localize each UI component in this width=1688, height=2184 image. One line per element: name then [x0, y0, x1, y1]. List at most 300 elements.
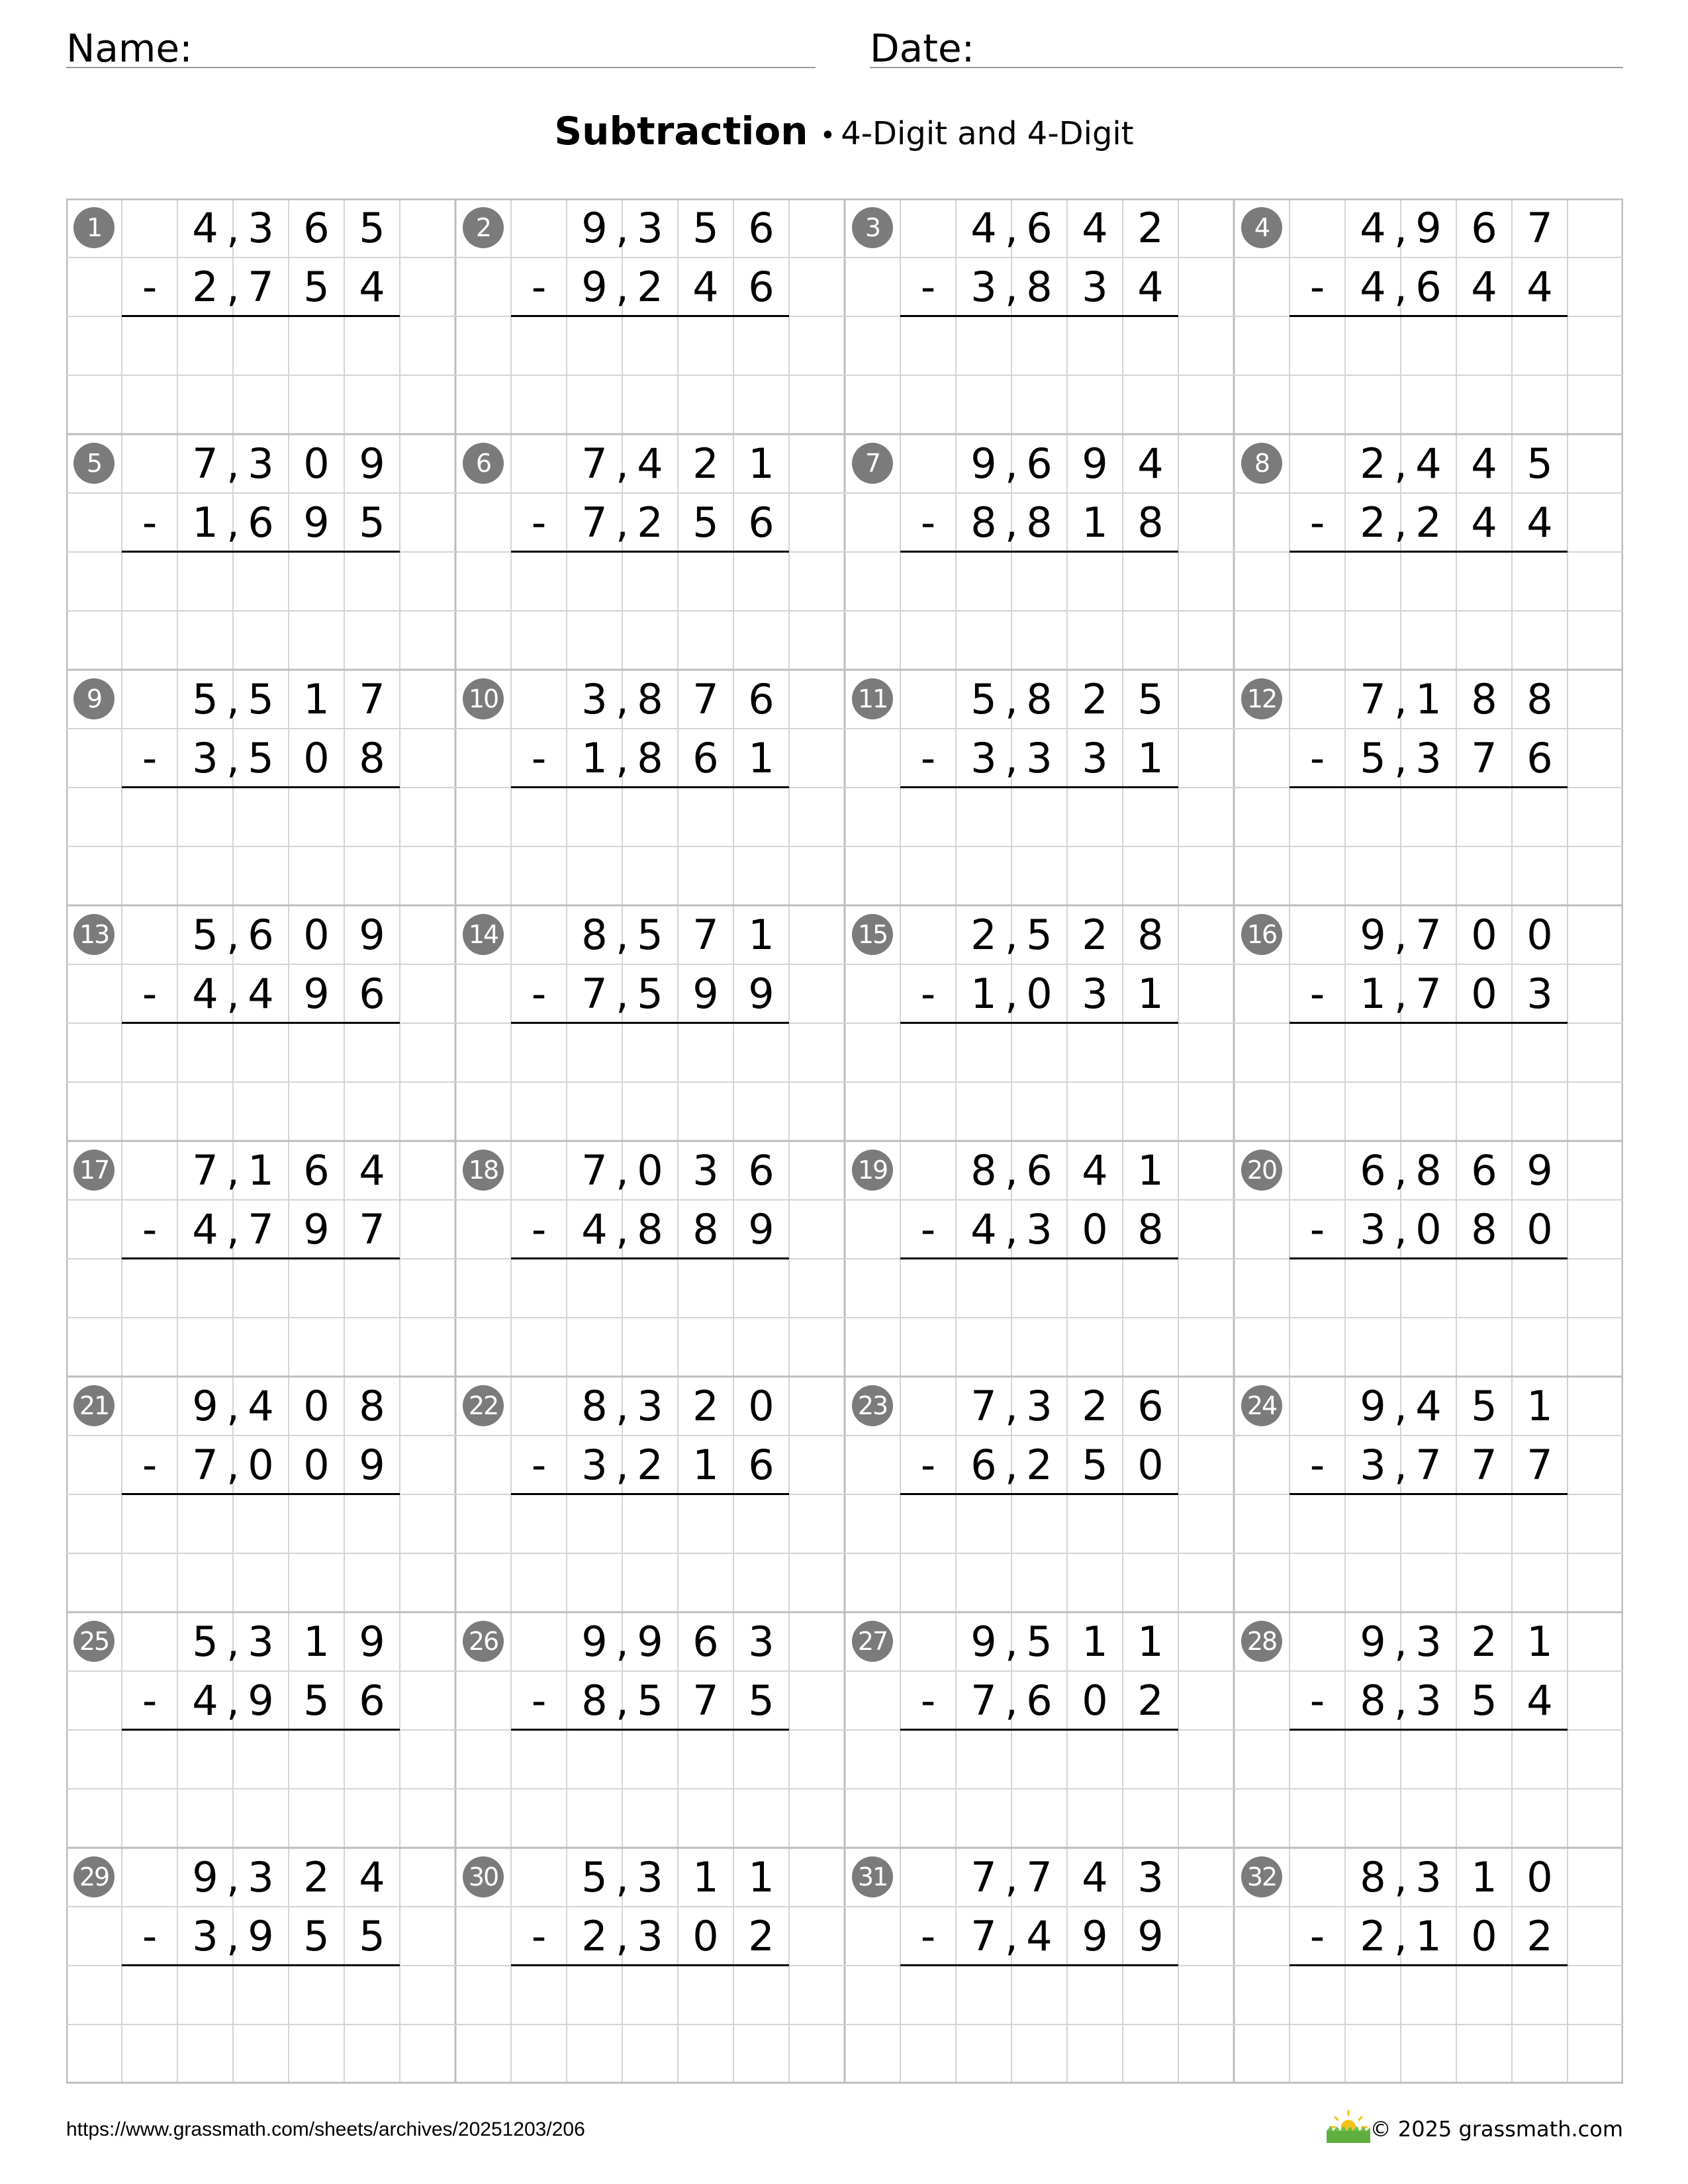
- minuend-digit: 8: [1026, 675, 1053, 723]
- subtrahend-digit: 0: [303, 734, 330, 782]
- minuend-comma: ,: [1394, 439, 1407, 488]
- subtrahend-digit: 9: [692, 970, 719, 1018]
- problem-number-badge: 9: [73, 678, 115, 719]
- subtrahend-digit: 7: [248, 263, 274, 311]
- subtrahend-digit: 1: [1082, 498, 1108, 547]
- minuend-digit: 6: [748, 204, 774, 252]
- subtrahend-digit: 3: [1415, 1676, 1442, 1725]
- answer-area[interactable]: [1289, 552, 1568, 670]
- minuend-digit: 5: [248, 675, 274, 723]
- subtrahend-digit: 8: [359, 734, 385, 782]
- minus-sign: -: [142, 734, 158, 782]
- minus-sign: -: [1309, 734, 1325, 782]
- subtrahend-digit: 7: [692, 1676, 719, 1725]
- minuend-digit: 5: [1026, 911, 1053, 959]
- subtrahend-digit: 3: [1415, 734, 1442, 782]
- subtrahend-digit: 2: [637, 263, 663, 311]
- subtrahend-digit: 7: [359, 1205, 385, 1253]
- minuend-digit: 4: [970, 204, 997, 252]
- minuend-digit: 9: [970, 439, 997, 488]
- subtrahend-digit: 5: [248, 734, 274, 782]
- answer-area[interactable]: [122, 1966, 400, 2083]
- answer-area[interactable]: [900, 1259, 1178, 1377]
- minuend-digit: 7: [1415, 911, 1442, 959]
- minuend-digit: 6: [1360, 1146, 1386, 1195]
- minuend-digit: 6: [692, 1617, 719, 1666]
- minuend-digit: 6: [248, 911, 274, 959]
- minus-sign: -: [920, 1205, 936, 1253]
- minuend-comma: ,: [1394, 1853, 1407, 1901]
- minuend-digit: 0: [637, 1146, 663, 1195]
- subtrahend-digit: 4: [1471, 263, 1497, 311]
- answer-area[interactable]: [511, 316, 789, 434]
- subtrahend-digit: 8: [637, 1205, 663, 1253]
- subtrahend-digit: 6: [748, 498, 774, 547]
- minuend-digit: 2: [1360, 439, 1386, 488]
- subtrahend-digit: 5: [303, 1912, 330, 1960]
- subtrahend-digit: 8: [637, 734, 663, 782]
- subtrahend-digit: 8: [1026, 263, 1053, 311]
- minuend-digit: 5: [192, 1617, 218, 1666]
- minuend-digit: 0: [1526, 1853, 1553, 1901]
- subtrahend-comma: ,: [1005, 970, 1018, 1018]
- answer-area[interactable]: [511, 788, 789, 905]
- minus-sign: -: [142, 1441, 158, 1489]
- subtrahend-digit: 1: [692, 1441, 719, 1489]
- subtrahend-comma: ,: [1005, 1205, 1018, 1253]
- minuend-digit: 7: [192, 1146, 218, 1195]
- subtrahend-digit: 8: [692, 1205, 719, 1253]
- minuend-digit: 3: [637, 1853, 663, 1901]
- minuend-digit: 2: [692, 439, 719, 488]
- minuend-digit: 5: [1026, 1617, 1053, 1666]
- subtrahend-digit: 7: [1471, 1441, 1497, 1489]
- minus-sign: -: [531, 734, 547, 782]
- subtrahend-digit: 9: [581, 263, 608, 311]
- subtrahend-digit: 7: [1415, 1441, 1442, 1489]
- minuend-comma: ,: [226, 1382, 240, 1430]
- footer-copyright: © 2025 grassmath.com: [1370, 2116, 1623, 2142]
- minuend-digit: 0: [1526, 911, 1553, 959]
- subtrahend-digit: 8: [1471, 1205, 1497, 1253]
- answer-area[interactable]: [900, 1494, 1178, 1612]
- subtrahend-digit: 5: [1360, 734, 1386, 782]
- minus-sign: -: [1309, 1205, 1325, 1253]
- problem-number-badge: 27: [852, 1621, 893, 1662]
- minuend-digit: 7: [581, 1146, 608, 1195]
- subtrahend-digit: 4: [248, 970, 274, 1018]
- subtrahend-digit: 4: [1526, 1676, 1553, 1725]
- minus-sign: -: [142, 1205, 158, 1253]
- minus-sign: -: [531, 1676, 547, 1725]
- minuend-digit: 7: [359, 675, 385, 723]
- subtrahend-digit: 8: [970, 498, 997, 547]
- answer-area[interactable]: [511, 1259, 789, 1377]
- minuend-digit: 4: [1137, 439, 1164, 488]
- problem-number-badge: 30: [463, 1856, 504, 1897]
- minuend-digit: 4: [1082, 1146, 1108, 1195]
- minuend-digit: 4: [359, 1853, 385, 1901]
- subtrahend-digit: 0: [1526, 1205, 1553, 1253]
- subtrahend-digit: 5: [359, 498, 385, 547]
- subtrahend-comma: ,: [1394, 1676, 1407, 1725]
- minuend-digit: 2: [1082, 911, 1108, 959]
- minuend-digit: 1: [1471, 1853, 1497, 1901]
- subtrahend-digit: 3: [1082, 734, 1108, 782]
- minuend-digit: 0: [1471, 911, 1497, 959]
- minuend-digit: 5: [192, 911, 218, 959]
- minuend-digit: 8: [581, 911, 608, 959]
- subtrahend-digit: 6: [1026, 1676, 1053, 1725]
- minus-sign: -: [1309, 1912, 1325, 1960]
- subtrahend-comma: ,: [226, 1676, 240, 1725]
- answer-area[interactable]: [900, 316, 1178, 434]
- minuend-comma: ,: [226, 1146, 240, 1195]
- minuend-digit: 5: [1137, 675, 1164, 723]
- subtrahend-digit: 5: [1471, 1676, 1497, 1725]
- minus-sign: -: [920, 1676, 936, 1725]
- worksheet-title: [0, 105, 1688, 167]
- minuend-digit: 0: [748, 1382, 774, 1430]
- minuend-digit: 9: [1360, 911, 1386, 959]
- minuend-digit: 9: [970, 1617, 997, 1666]
- answer-area[interactable]: [1289, 1023, 1568, 1141]
- minus-sign: -: [142, 263, 158, 311]
- answer-area[interactable]: [1289, 1494, 1568, 1612]
- subtrahend-digit: 7: [581, 970, 608, 1018]
- problem-number-badge: 8: [1241, 443, 1282, 484]
- subtrahend-digit: 1: [748, 734, 774, 782]
- subtrahend-digit: 4: [1471, 498, 1497, 547]
- minuend-digit: 4: [248, 1382, 274, 1430]
- minuend-digit: 7: [192, 439, 218, 488]
- minuend-digit: 2: [1471, 1617, 1497, 1666]
- subtrahend-digit: 8: [1137, 1205, 1164, 1253]
- footer-url: https://www.grassmath.com/sheets/archives/20251203/206: [66, 2118, 585, 2140]
- subtrahend-digit: 8: [1137, 498, 1164, 547]
- minus-sign: -: [531, 498, 547, 547]
- subtrahend-digit: 5: [1082, 1441, 1108, 1489]
- minuend-comma: ,: [226, 439, 240, 488]
- minuend-digit: 9: [1082, 439, 1108, 488]
- minuend-digit: 1: [1082, 1617, 1108, 1666]
- subtrahend-digit: 7: [1526, 1441, 1553, 1489]
- minuend-comma: ,: [1005, 911, 1018, 959]
- subtrahend-digit: 4: [1137, 263, 1164, 311]
- subtrahend-comma: ,: [1005, 1676, 1018, 1725]
- minuend-digit: 3: [748, 1617, 774, 1666]
- problem-number-badge: 6: [463, 443, 504, 484]
- subtrahend-comma: ,: [1394, 263, 1407, 311]
- answer-area[interactable]: [511, 1730, 789, 1848]
- minuend-digit: 4: [1082, 204, 1108, 252]
- subtrahend-digit: 4: [1526, 263, 1553, 311]
- minuend-digit: 5: [192, 675, 218, 723]
- minuend-comma: ,: [1394, 204, 1407, 252]
- answer-area[interactable]: [511, 1966, 789, 2083]
- subtrahend-comma: ,: [1005, 734, 1018, 782]
- problem-number-badge: 32: [1241, 1856, 1282, 1897]
- subtrahend-digit: 5: [748, 1676, 774, 1725]
- subtrahend-digit: 3: [637, 1912, 663, 1960]
- minus-sign: -: [920, 734, 936, 782]
- subtrahend-digit: 2: [1026, 1441, 1053, 1489]
- subtrahend-digit: 3: [970, 263, 997, 311]
- answer-area[interactable]: [511, 1494, 789, 1612]
- problem-number-badge: 24: [1241, 1385, 1282, 1426]
- subtrahend-digit: 9: [1137, 1912, 1164, 1960]
- minus-sign: -: [920, 970, 936, 1018]
- minuend-comma: ,: [1394, 1382, 1407, 1430]
- minuend-comma: ,: [1394, 675, 1407, 723]
- minuend-digit: 1: [1526, 1617, 1553, 1666]
- minuend-digit: 1: [748, 911, 774, 959]
- minuend-digit: 9: [192, 1853, 218, 1901]
- minus-sign: -: [920, 1441, 936, 1489]
- problem-number-badge: 20: [1241, 1150, 1282, 1191]
- minuend-digit: 2: [303, 1853, 330, 1901]
- minuend-digit: 2: [970, 911, 997, 959]
- subtrahend-digit: 9: [748, 970, 774, 1018]
- subtrahend-digit: 5: [637, 1676, 663, 1725]
- minuend-comma: ,: [226, 204, 240, 252]
- subtrahend-digit: 0: [1082, 1205, 1108, 1253]
- subtrahend-comma: ,: [226, 263, 240, 311]
- minus-sign: -: [142, 498, 158, 547]
- minuend-comma: ,: [226, 911, 240, 959]
- minuend-digit: 0: [303, 911, 330, 959]
- problem-grid: [66, 199, 1623, 2089]
- minuend-digit: 6: [1026, 439, 1053, 488]
- minuend-digit: 9: [581, 204, 608, 252]
- minuend-digit: 9: [581, 1617, 608, 1666]
- minuend-digit: 9: [1360, 1382, 1386, 1430]
- minuend-digit: 3: [1137, 1853, 1164, 1901]
- subtrahend-digit: 3: [192, 1912, 218, 1960]
- minuend-digit: 4: [1471, 439, 1497, 488]
- subtrahend-comma: ,: [616, 1912, 629, 1960]
- subtrahend-digit: 1: [1415, 1912, 1442, 1960]
- answer-area[interactable]: [1289, 316, 1568, 434]
- subtrahend-digit: 2: [1526, 1912, 1553, 1960]
- problem-number-badge: 28: [1241, 1621, 1282, 1662]
- problem-number-badge: 11: [852, 678, 893, 719]
- answer-area[interactable]: [122, 1259, 400, 1377]
- minuend-comma: ,: [226, 1853, 240, 1901]
- subtrahend-digit: 4: [1360, 263, 1386, 311]
- answer-area[interactable]: [511, 1023, 789, 1141]
- subtrahend-digit: 1: [1137, 970, 1164, 1018]
- minuend-digit: 1: [1137, 1146, 1164, 1195]
- subtrahend-digit: 9: [359, 1441, 385, 1489]
- subtrahend-digit: 3: [970, 734, 997, 782]
- subtrahend-comma: ,: [616, 498, 629, 547]
- minuend-comma: ,: [616, 1853, 629, 1901]
- minuend-comma: ,: [616, 911, 629, 959]
- subtrahend-digit: 1: [1137, 734, 1164, 782]
- subtrahend-digit: 6: [359, 970, 385, 1018]
- subtrahend-digit: 6: [748, 263, 774, 311]
- minuend-comma: ,: [1005, 204, 1018, 252]
- minuend-digit: 9: [359, 439, 385, 488]
- problem-number-badge: 18: [463, 1150, 504, 1191]
- problem-number-badge: 14: [463, 914, 504, 955]
- minuend-digit: 1: [248, 1146, 274, 1195]
- subtrahend-digit: 2: [1137, 1676, 1164, 1725]
- answer-area[interactable]: [122, 1494, 400, 1612]
- answer-area[interactable]: [900, 788, 1178, 905]
- minuend-digit: 8: [637, 675, 663, 723]
- subtrahend-digit: 1: [1360, 970, 1386, 1018]
- date-label: Date:: [870, 26, 975, 71]
- subtrahend-digit: 5: [692, 498, 719, 547]
- subtrahend-digit: 0: [248, 1441, 274, 1489]
- minuend-digit: 5: [581, 1853, 608, 1901]
- minuend-digit: 8: [1360, 1853, 1386, 1901]
- answer-area[interactable]: [511, 552, 789, 670]
- subtrahend-digit: 3: [1360, 1205, 1386, 1253]
- minuend-digit: 4: [1415, 439, 1442, 488]
- subtrahend-comma: ,: [616, 1441, 629, 1489]
- minuend-digit: 3: [248, 204, 274, 252]
- subtrahend-digit: 7: [192, 1441, 218, 1489]
- answer-area[interactable]: [1289, 788, 1568, 905]
- minuend-comma: ,: [1005, 675, 1018, 723]
- problem-number-badge: 29: [73, 1856, 115, 1897]
- subtrahend-digit: 4: [692, 263, 719, 311]
- date-line[interactable]: [870, 67, 1623, 68]
- subtrahend-digit: 1: [581, 734, 608, 782]
- minuend-digit: 1: [692, 1853, 719, 1901]
- subtrahend-digit: 0: [1082, 1676, 1108, 1725]
- subtrahend-digit: 3: [1026, 1205, 1053, 1253]
- minuend-digit: 8: [1526, 675, 1553, 723]
- minuend-digit: 5: [970, 675, 997, 723]
- subtrahend-digit: 7: [248, 1205, 274, 1253]
- minuend-comma: ,: [1005, 1853, 1018, 1901]
- minuend-digit: 4: [192, 204, 218, 252]
- subtrahend-digit: 3: [1526, 970, 1553, 1018]
- minuend-comma: ,: [616, 675, 629, 723]
- subtrahend-digit: 3: [1082, 970, 1108, 1018]
- subtrahend-comma: ,: [226, 970, 240, 1018]
- subtrahend-digit: 9: [303, 970, 330, 1018]
- answer-area[interactable]: [900, 1023, 1178, 1141]
- problem-number-badge: 26: [463, 1621, 504, 1662]
- answer-area[interactable]: [122, 552, 400, 670]
- minuend-comma: ,: [226, 1617, 240, 1666]
- minus-sign: -: [1309, 498, 1325, 547]
- minuend-digit: 3: [637, 204, 663, 252]
- minuend-digit: 6: [1471, 204, 1497, 252]
- subtrahend-digit: 4: [192, 1205, 218, 1253]
- minuend-comma: ,: [616, 204, 629, 252]
- minuend-digit: 1: [1137, 1617, 1164, 1666]
- minuend-digit: 9: [637, 1617, 663, 1666]
- answer-area[interactable]: [122, 788, 400, 905]
- minuend-digit: 0: [303, 439, 330, 488]
- minuend-digit: 5: [692, 204, 719, 252]
- problem-number-badge: 2: [463, 207, 504, 248]
- subtrahend-digit: 6: [748, 1441, 774, 1489]
- subtrahend-digit: 0: [303, 1441, 330, 1489]
- subtrahend-digit: 2: [1360, 1912, 1386, 1960]
- minuend-comma: ,: [1394, 1146, 1407, 1195]
- minuend-digit: 3: [248, 1853, 274, 1901]
- minuend-digit: 8: [1415, 1146, 1442, 1195]
- subtrahend-digit: 4: [581, 1205, 608, 1253]
- problem-number-badge: 21: [73, 1385, 115, 1426]
- minuend-digit: 6: [303, 204, 330, 252]
- minuend-digit: 7: [692, 675, 719, 723]
- minuend-digit: 8: [1137, 911, 1164, 959]
- minuend-digit: 5: [1526, 439, 1553, 488]
- subtrahend-comma: ,: [616, 1205, 629, 1253]
- subtrahend-digit: 3: [192, 734, 218, 782]
- subtrahend-digit: 6: [692, 734, 719, 782]
- minus-sign: -: [1309, 1441, 1325, 1489]
- minus-sign: -: [142, 1676, 158, 1725]
- subtrahend-digit: 4: [970, 1205, 997, 1253]
- answer-area[interactable]: [1289, 1966, 1568, 2083]
- subtrahend-digit: 0: [692, 1912, 719, 1960]
- subtrahend-digit: 2: [637, 498, 663, 547]
- answer-area[interactable]: [1289, 1259, 1568, 1377]
- answer-area[interactable]: [900, 552, 1178, 670]
- subtrahend-comma: ,: [1394, 970, 1407, 1018]
- answer-area[interactable]: [900, 1966, 1178, 2083]
- subtrahend-comma: ,: [1005, 263, 1018, 311]
- name-line[interactable]: [66, 67, 816, 68]
- subtrahend-digit: 8: [1360, 1676, 1386, 1725]
- minuend-digit: 7: [970, 1382, 997, 1430]
- minuend-digit: 7: [692, 911, 719, 959]
- subtrahend-digit: 9: [248, 1676, 274, 1725]
- name-label: Name:: [66, 26, 193, 71]
- subtrahend-digit: 7: [1471, 734, 1497, 782]
- minus-sign: -: [531, 1205, 547, 1253]
- minus-sign: -: [531, 1441, 547, 1489]
- minus-sign: -: [142, 970, 158, 1018]
- subtrahend-digit: 6: [1526, 734, 1553, 782]
- answer-area[interactable]: [900, 1730, 1178, 1848]
- minuend-digit: 1: [1415, 675, 1442, 723]
- minuend-digit: 8: [581, 1382, 608, 1430]
- minus-sign: -: [1309, 970, 1325, 1018]
- minuend-digit: 2: [1082, 675, 1108, 723]
- minuend-digit: 3: [1415, 1617, 1442, 1666]
- minuend-comma: ,: [1005, 439, 1018, 488]
- minuend-digit: 3: [1026, 1382, 1053, 1430]
- minuend-digit: 1: [1526, 1382, 1553, 1430]
- minuend-comma: ,: [1005, 1617, 1018, 1666]
- subtrahend-comma: ,: [1005, 1912, 1018, 1960]
- minuend-digit: 9: [1360, 1617, 1386, 1666]
- minuend-digit: 4: [637, 439, 663, 488]
- answer-area[interactable]: [1289, 1730, 1568, 1848]
- subtrahend-digit: 6: [359, 1676, 385, 1725]
- subtrahend-digit: 6: [248, 498, 274, 547]
- subtrahend-digit: 0: [1137, 1441, 1164, 1489]
- answer-area[interactable]: [122, 1023, 400, 1141]
- answer-area[interactable]: [122, 316, 400, 434]
- minus-sign: -: [531, 1912, 547, 1960]
- answer-area[interactable]: [122, 1730, 400, 1848]
- problem-number-badge: 3: [852, 207, 893, 248]
- minuend-comma: ,: [1394, 1617, 1407, 1666]
- problem-number-badge: 4: [1241, 207, 1282, 248]
- problem-number-badge: 10: [463, 678, 504, 719]
